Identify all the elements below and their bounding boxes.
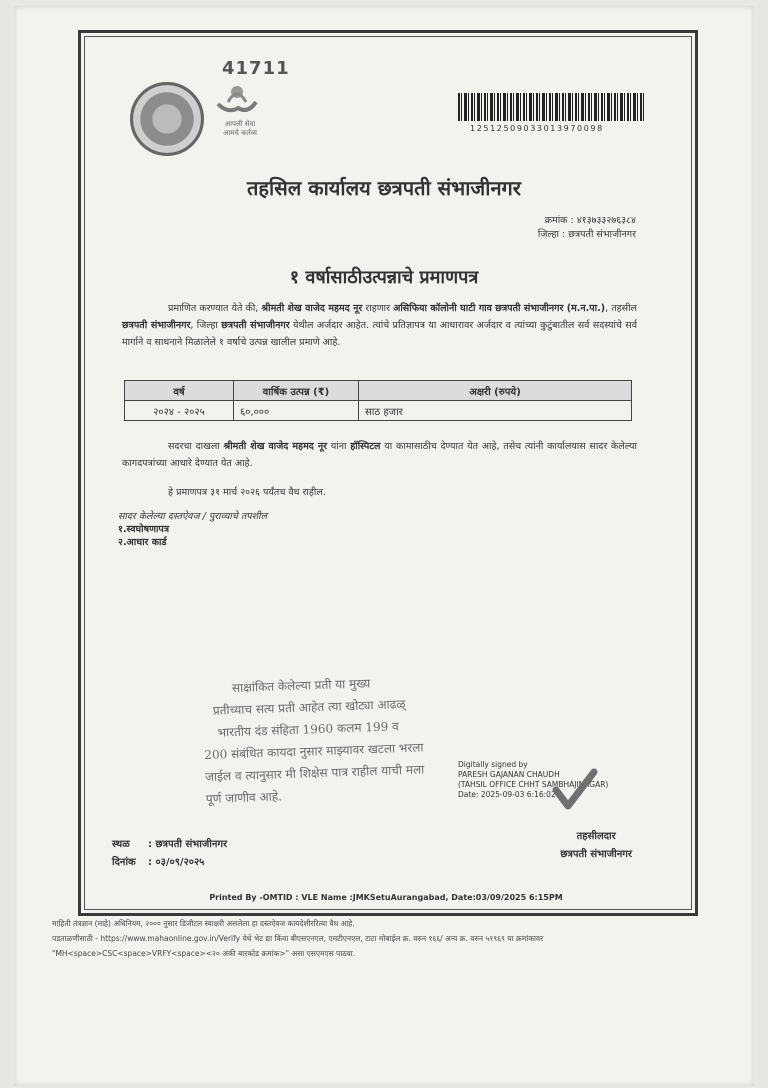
validity-statement: हे प्रमाणपत्र ३१ मार्च २०२६ पर्यंतच वैध राहील.: [168, 487, 326, 498]
reference-block: [538, 214, 636, 242]
income-table-header: [125, 381, 632, 401]
place-date-block: [112, 836, 227, 872]
para1-text-b: राहणार: [362, 303, 394, 314]
barcode: [458, 93, 644, 121]
documents-heading: सादर केलेल्या दस्तऐवज / पुराव्याचे तपशील: [118, 511, 268, 522]
cell-year: २०२४ - २०२५: [125, 401, 234, 421]
para1-text-e: येथील अर्जदार आहेत. त्यांचे प्रतिज्ञापत्र या आधारावर अर्जदार व त्यांच्या कुटुंबातील सर्व सदस्यांचे सर्व मार्गाने व साधनाने मिळालेले १ वर्षाचे उत्पन्न खालील प्रमाणे आहे.: [122, 320, 638, 348]
district-line: जिल्हा : छत्रपती संभाजीनगर: [537, 229, 636, 240]
applicant-district: छत्रपती संभाजीनगर: [221, 320, 290, 331]
column-header-income: वार्षिक उत्पन्न (₹): [234, 381, 359, 401]
para2-text-c: या कामासाठीच देण्यात येत आहे, तसेच त्यांनी कार्यालयास सादर केलेल्या कागदपत्रांच्या आधारे देण्यात येत आहे.: [122, 441, 638, 469]
date-label: दिनांक: [112, 857, 136, 868]
stamp-line: पूर्ण जाणीव आहे.: [205, 789, 283, 807]
para2-text-b: यांना: [327, 441, 351, 452]
cell-income: ६०,०००: [234, 401, 359, 421]
logo-number: 41711: [222, 58, 290, 79]
logo-caption-line2: आमचे कर्तव्य: [223, 129, 257, 137]
dsig-line2: PARESH GAJANAN CHAUDH: [458, 770, 560, 779]
stamp-line: 200 संबंधित कायदा नुसार माझ्यावर खटला भरला: [204, 740, 424, 763]
place-value: : छत्रपती संभाजीनगर: [148, 839, 228, 850]
reference-number: क्रमांक : ४१३७३३२७६३८४: [544, 215, 636, 226]
officer-block: [560, 828, 632, 864]
note-line: माहिती तंत्रज्ञान (माहे) अधिनियम, २००० नुसार डिजीटल स्वाक्षरी असलेला हा दस्तऐवज कायदेशीररित्या वैध आहे.: [52, 919, 355, 928]
cell-words: साठ हजार: [359, 401, 632, 421]
officer-place: छत्रपती संभाजीनगर: [560, 849, 632, 860]
stamp-line: भारतीय दंड संहिता 1960 कलम 199 व: [217, 719, 399, 740]
attestation-stamp: [202, 670, 439, 816]
printed-by-line: Printed By -OMTID : VLE Name :JMKSetuAurangabad, Date:03/09/2025 6:15PM: [209, 893, 563, 902]
certificate-paragraph-2: [122, 438, 637, 472]
column-header-year: वर्ष: [125, 381, 234, 401]
applicant-tahsil: छत्रपती संभाजीनगर: [122, 320, 191, 331]
barcode-number: 12512509033013970098: [470, 124, 604, 133]
note-line: "MH<space>CSC<space>VRFY<space><२० अंकी बारकोड क्रमांक>" असा एसएमएस पाठवा.: [52, 949, 356, 958]
verification-notes: [52, 916, 712, 961]
purpose: हॉस्पिटल: [350, 441, 381, 452]
office-title: तहसिल कार्यालय छत्रपती संभाजीनगर: [247, 176, 521, 200]
certificate-title: १ वर्षासाठीउत्पन्नाचे प्रमाणपत्र: [289, 267, 479, 288]
logo-caption-line1: आपली सेवा: [224, 120, 256, 128]
beneficiary-name: श्रीमती शेख वाजेद महमद नूर: [223, 441, 328, 452]
document-item: १.स्वघोषणापत्र: [118, 524, 170, 535]
para1-text-d: , जिल्हा: [190, 320, 222, 331]
certificate-paragraph-1: [122, 300, 637, 351]
para1-text-c: , तहसील: [605, 303, 637, 314]
column-header-words: अक्षरी (रुपये): [359, 381, 632, 401]
dsig-line1: Digitally signed by: [458, 760, 528, 769]
logo-caption: [208, 120, 272, 138]
date-value: : ०३/०९/२०२५: [148, 857, 205, 868]
documents-section: [118, 510, 267, 549]
stamp-line: साक्षांकित केलेल्या प्रती या मुख्य: [231, 676, 371, 696]
document-item: २.आधार कार्ड: [118, 537, 167, 548]
helping-hands-logo-icon: [214, 80, 260, 116]
dsig-line3: (TAHSIL OFFICE CHHT SAMBHAJINAGAR): [458, 780, 609, 789]
dsig-line4: Date: 2025-09-03 6:16:02: [458, 790, 556, 799]
signature-valid-check-icon: [552, 768, 598, 812]
para1-text-a: प्रमाणित करण्यात येते की,: [168, 303, 262, 314]
income-table: [124, 380, 632, 421]
applicant-address: असिफिया कॉलोनी घाटी गाव छत्रपती संभाजीनगर (म.न.पा.): [393, 303, 606, 314]
government-seal-icon: [130, 82, 204, 156]
para2-text-a: सदरचा दाखला: [168, 441, 224, 452]
place-label: स्थळ: [112, 839, 130, 850]
stamp-line: जाईल व त्यानुसार मी शिक्षेस पात्र राहील याची मला: [204, 762, 425, 785]
note-line: पडताळणीसाठी - https://www.mahaonline.gov.in/Verify येथे भेट द्या किंवा बीएसएनएल, एमटीएनएल, टाटा मोबाईल क्र. वरुन १६६/ अन्य क्र. वरुन ५१९६९ या क्रमांकावर: [52, 934, 544, 943]
stamp-line: प्रतीच्याच सत्य प्रती आहेत त्या खोट्या आढळ्: [212, 696, 406, 718]
applicant-name: श्रीमती शेख वाजेद महमद नूर: [261, 303, 363, 314]
table-row: [125, 401, 632, 421]
officer-title: तहसीलदार: [576, 831, 616, 842]
